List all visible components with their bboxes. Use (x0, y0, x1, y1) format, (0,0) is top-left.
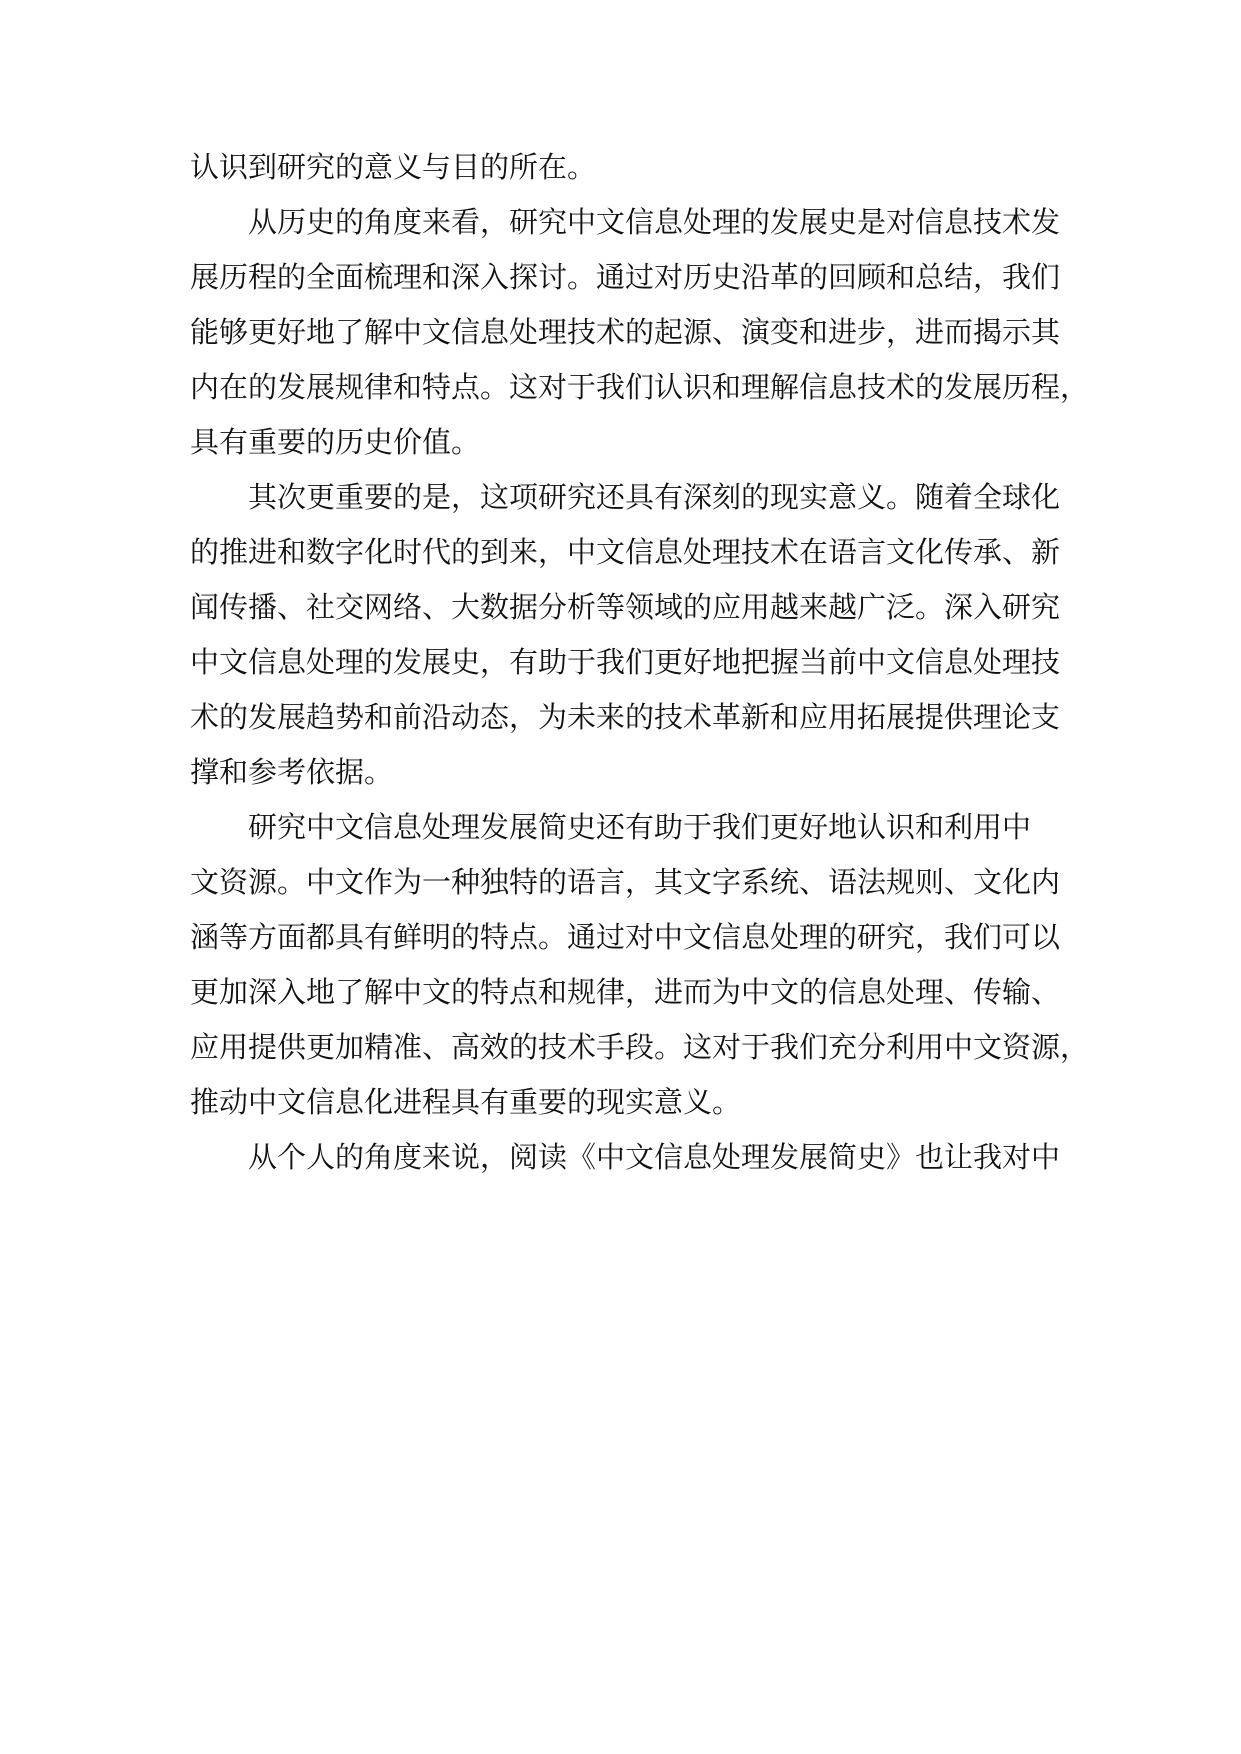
text-line: 更加深入地了解中文的特点和规律，进而为中文的信息处理、传输、 (190, 975, 1061, 1009)
text-line: 的推进和数字化时代的到来，中文信息处理技术在语言文化传承、新 (190, 535, 1061, 569)
text-line: 认识到研究的意义与目的所在。 (190, 150, 597, 184)
text-line: 撑和参考依据。 (190, 755, 394, 789)
paragraph-start-line: 从个人的角度来说，阅读《中文信息处理发展简史》也让我对中 (248, 1140, 1061, 1174)
text-line: 文资源。中文作为一种独特的语言，其文字系统、语法规则、文化内 (190, 865, 1061, 899)
paragraph-start-line: 研究中文信息处理发展简史还有助于我们更好地认识和利用中 (248, 810, 1032, 844)
text-line: 应用提供更加精准、高效的技术手段。这对于我们充分利用中文资源， (190, 1030, 1090, 1064)
text-line: 中文信息处理的发展史，有助于我们更好地把握当前中文信息处理技 (190, 645, 1061, 679)
text-line: 展历程的全面梳理和深入探讨。通过对历史沿革的回顾和总结，我们 (190, 260, 1061, 294)
text-line: 闻传播、社交网络、大数据分析等领域的应用越来越广泛。深入研究 (190, 590, 1061, 624)
text-line: 具有重要的历史价值。 (190, 425, 481, 459)
text-line: 推动中文信息化进程具有重要的现实意义。 (190, 1085, 742, 1119)
text-line: 涵等方面都具有鲜明的特点。通过对中文信息处理的研究，我们可以 (190, 920, 1061, 954)
paragraph-start-line: 其次更重要的是，这项研究还具有深刻的现实意义。随着全球化 (248, 480, 1061, 514)
text-line: 术的发展趋势和前沿动态，为未来的技术革新和应用拓展提供理论支 (190, 700, 1061, 734)
text-line: 能够更好地了解中文信息处理技术的起源、演变和进步，进而揭示其 (190, 315, 1061, 349)
body-text (190, 140, 1090, 1185)
text-line: 内在的发展规律和特点。这对于我们认识和理解信息技术的发展历程， (190, 370, 1090, 404)
paragraph-start-line: 从历史的角度来看，研究中文信息处理的发展史是对信息技术发 (248, 205, 1061, 239)
